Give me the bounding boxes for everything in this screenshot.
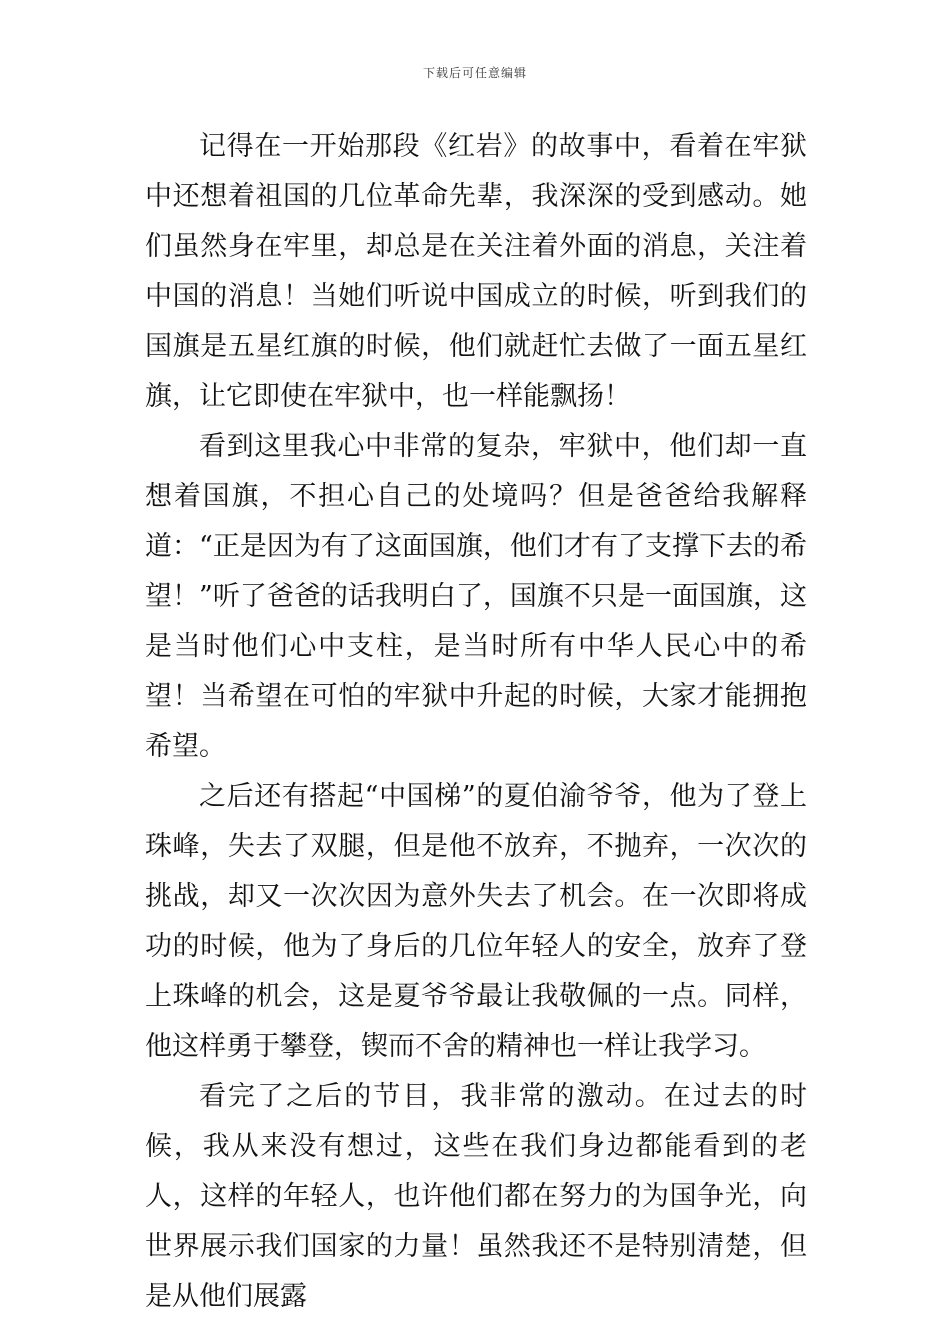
paragraph: 之后还有搭起“中国梯”的夏伯渝爷爷，他为了登上珠峰，失去了双腿，但是他不放弃，不抛弃，一次次的挑战，却又一次次因为意外失去了机会。在一次即将成功的时候，他为了身后的几位年轻人的安全，放弃了登上珠峰的机会，这是夏爷爷最让我敬佩的一点。同样，他这样勇于攀登，锲而不舍的精神也一样让我学习。 [145,781,807,1062]
paragraph: 看到这里我心中非常的复杂，牢狱中，他们却一直想着国旗，不担心自己的处境吗？但是爸爸给我解释道：“正是因为有了这面国旗，他们才有了支撑下去的希望！”听了爸爸的话我明白了，国旗不只是一面国旗，这是当时他们心中支柱，是当时所有中华人民心中的希望！当希望在可怕的牢狱中升起的时候，大家才能拥抱希望。 [145,431,807,762]
paragraph: 记得在一开始那段《红岩》的故事中，看着在牢狱中还想着祖国的几位革命先辈，我深深的受到感动。她们虽然身在牢里，却总是在关注着外面的消息，关注着中国的消息！当她们听说中国成立的时候，听到我们的国旗是五星红旗的时候，他们就赶忙去做了一面五星红旗，让它即使在牢狱中，也一样能飘扬！ [145,131,807,412]
page-header: 下载后可任意编辑 [422,66,527,80]
paragraph: 看完了之后的节目，我非常的激动。在过去的时候，我从来没有想过，这些在我们身边都能看到的老人，这样的年轻人，也许他们都在努力的为国争光，向世界展示我们国家的力量！虽然我还不是特别清楚，但是从他们展露 [145,1081,807,1312]
document-body [145,122,807,1322]
